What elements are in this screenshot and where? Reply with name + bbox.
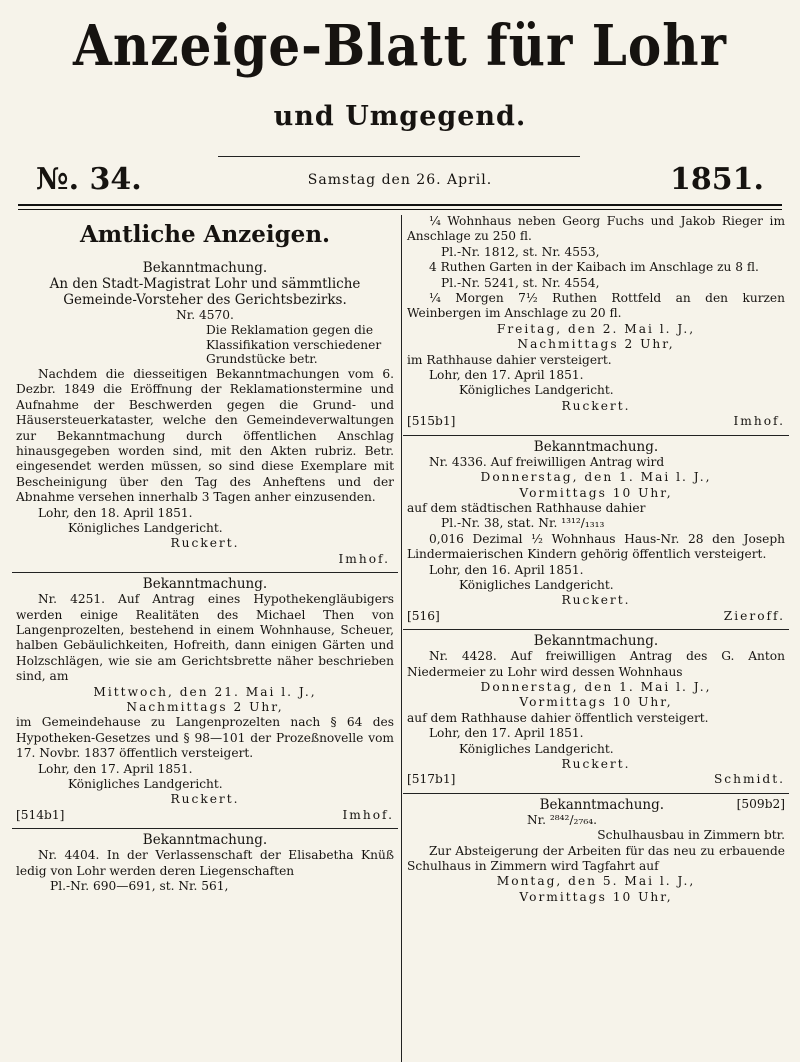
notice-line: Nr. 4336. Auf freiwilligen Antrag wird <box>428 454 665 469</box>
notice-place-date: Lohr, den 16. April 1851. <box>428 562 584 577</box>
notice-heading: Bekanntmachung. <box>142 576 268 593</box>
notice-place-date: Lohr, den 17. April 1851. <box>428 368 584 383</box>
notice-number: Nr. 4570. <box>176 308 234 322</box>
notice-body-2: auf dem Rathhause dahier öffentlich versteigert. <box>407 710 709 725</box>
notice-ref: [515b1] <box>407 414 456 429</box>
notice-official: Ruckert. <box>561 593 631 608</box>
notice-official: Ruckert. <box>561 398 631 413</box>
notice-time: Vormittags 10 Uhr, <box>519 889 673 904</box>
right-column <box>407 214 785 905</box>
notice-day: Donnerstag, den 1. Mai l. J., <box>480 679 712 694</box>
masthead-rule <box>218 156 580 157</box>
notice-time: Vormittags 10 Uhr, <box>519 485 673 500</box>
notice-subject: Grundstücke betr. <box>206 352 318 367</box>
separator <box>12 828 398 829</box>
issue-year: 1851. <box>670 162 764 197</box>
masthead-title: Anzeige-Blatt für Lohr <box>73 12 727 79</box>
notice-day: Montag, den 5. Mai l. J., <box>496 874 696 889</box>
notice-place-date: Lohr, den 17. April 1851. <box>428 726 584 741</box>
notice-4428 <box>407 633 785 788</box>
notice-signer: Zieroff. <box>723 608 785 623</box>
notice-day: Donnerstag, den 1. Mai l. J., <box>480 470 712 485</box>
notice-heading-row <box>407 797 785 813</box>
notice-ref: [517b1] <box>407 772 456 787</box>
notice-body: Nr. 4404. In der Verlassenschaft der Elisabetha Knüß ledig von Lohr werden deren Liegenschaften <box>16 848 394 878</box>
notice-subject: Klassifikation verschiedener <box>206 337 382 352</box>
separator <box>12 572 398 573</box>
notice-court: Königliches Landgericht. <box>68 520 223 535</box>
notice-body: Nr. 4428. Auf freiwilligen Antrag des G. Anton Niedermeier zu Lohr wird dessen Wohnhaus <box>407 649 785 679</box>
separator <box>403 435 789 436</box>
masthead-subtitle: und Umgegend. <box>273 101 527 132</box>
notice-plot: Pl.-Nr. 38, stat. Nr. ¹³¹²/₁₃₁₃ <box>441 516 605 531</box>
notice-address: An den Stadt-Magistrat Lohr und sämmtliche <box>49 276 361 292</box>
notice-official: Ruckert. <box>170 536 240 551</box>
notice-ref: [516] <box>407 608 440 623</box>
notice-subject: Schulhausbau in Zimmern btr. <box>597 828 785 843</box>
notice-body: Zur Absteigerung der Arbeiten für das neu zu erbauende Schulhaus in Zimmern wird Tagfahrt auf <box>407 843 785 874</box>
notice-place-date: Lohr, den 18. April 1851. <box>37 505 193 520</box>
notice-number: Nr. ²⁸⁴²/₂₇₆₄. <box>527 812 597 827</box>
notice-day: Mittwoch, den 21. Mai l. J., <box>93 684 317 699</box>
notice-4336 <box>407 439 785 624</box>
notice-time: Nachmittags 2 Uhr, <box>517 337 675 352</box>
notice-footer <box>407 772 785 787</box>
notice-footer <box>407 414 785 429</box>
notice-body: im Rathhause dahier versteigert. <box>407 352 612 367</box>
notice-court: Königliches Landgericht. <box>459 383 614 398</box>
notice-official: Ruckert. <box>170 792 240 807</box>
notice-4404 <box>16 832 394 894</box>
notice-footer <box>407 609 785 624</box>
property-item: 4 Ruthen Garten in der Kaibach im Anschlage zu 8 fl. <box>428 260 759 275</box>
notice-subject: Die Reklamation gegen die <box>206 323 374 338</box>
notice-schulhausbau <box>407 797 785 905</box>
left-column <box>16 214 394 895</box>
issue-date: Samstag den 26. April. <box>307 172 493 188</box>
notice-4251 <box>16 576 394 823</box>
notice-ref: [509b2] <box>736 796 785 811</box>
issue-number: №. 34. <box>36 162 142 197</box>
header-rule-thin <box>18 209 782 210</box>
notice-address: Gemeinde-Vorsteher des Gerichtsbezirks. <box>63 292 347 308</box>
notice-time: Nachmittags 2 Uhr, <box>126 700 284 715</box>
notice-heading: Bekanntmachung. <box>142 260 268 276</box>
notice-body-2: im Gemeindehause zu Langenprozelten nach § 64 des Hypotheken-Gesetzes und § 98—101 der Prozeßnovelle vom 17. Novbr. 1837 öffentlich versteigert. <box>16 715 394 761</box>
notice-line: Pl.-Nr. 690—691, st. Nr. 561, <box>50 879 229 894</box>
notice-4404-continued <box>407 214 785 430</box>
header-rule-thick <box>18 204 782 206</box>
column-divider <box>401 215 402 1062</box>
property-plot: Pl.-Nr. 1812, st. Nr. 4553, <box>441 244 600 259</box>
property-item: ¼ Wohnhaus neben Georg Fuchs und Jakob Rieger im Anschlage zu 250 fl. <box>407 214 785 244</box>
property-item: ¼ Morgen 7½ Ruthen Rottfeld an den kurzen Weinbergen im Anschlage zu 20 fl. <box>407 291 785 321</box>
property-plot: Pl.-Nr. 5241, st. Nr. 4554, <box>441 275 600 290</box>
notice-day: Freitag, den 2. Mai l. J., <box>496 321 696 336</box>
notice-official: Ruckert. <box>561 757 631 771</box>
notice-signer: Imhof. <box>338 551 390 566</box>
notice-ref: [514b1] <box>16 807 65 822</box>
notice-body-2: 0,016 Dezimal ½ Wohnhaus Haus-Nr. 28 den Joseph Lindermaierischen Kindern gehörig öffentlich versteigert. <box>407 531 785 562</box>
notice-heading: Bekanntmachung. <box>533 438 659 455</box>
notice-signer: Imhof. <box>342 807 394 822</box>
notice-place-date: Lohr, den 17. April 1851. <box>37 761 193 776</box>
notice-court: Königliches Landgericht. <box>68 777 223 792</box>
notice-body: auf dem städtischen Rathhause dahier <box>407 500 646 515</box>
notice-court: Königliches Landgericht. <box>459 577 614 592</box>
notice-heading: Bekanntmachung. <box>539 796 665 813</box>
notice-4570 <box>16 260 394 567</box>
notice-signer: Imhof. <box>733 414 785 429</box>
separator <box>403 629 789 630</box>
notice-heading: Bekanntmachung. <box>142 832 268 849</box>
notice-body: Nachdem die diesseitigen Bekanntmachungen vom 6. Dezbr. 1849 die Eröffnung der Reklamationstermine und Aufnahme der Beschwerden gegen die Grund- und Häusersteuerkataster, welche den Gemeindeverwaltungen zur Bekanntmachung durch öffentlichen Anschlag hinausgegeben worden sind, mit den Akten rubriz. Betr. eingesendet werden müssen, so sind diese Exemplare mit Bescheinigung über den Tag des Anheftens und der Abnahme versehen innerhalb 3 Tagen anher einzusenden. <box>16 366 394 505</box>
notice-court: Königliches Landgericht. <box>459 741 614 756</box>
notice-footer <box>16 808 394 823</box>
section-title: Amtliche Anzeigen. <box>79 221 331 248</box>
notice-body: Nr. 4251. Auf Antrag eines Hypothekengläubigers werden einige Realitäten des Michael Then von Langenprozelten, bestehend in einem Wohnhause, Scheuer, halben Gebäulichkeiten, Hofreith, dann einigen Gärten und Holzschlägen, wie sie am Gerichtsbrette näher beschrieben sind, am <box>16 592 394 684</box>
notice-heading: Bekanntmachung. <box>533 633 659 650</box>
separator <box>403 793 789 794</box>
notice-signer: Schmidt. <box>713 772 785 787</box>
notice-time: Vormittags 10 Uhr, <box>519 695 673 710</box>
